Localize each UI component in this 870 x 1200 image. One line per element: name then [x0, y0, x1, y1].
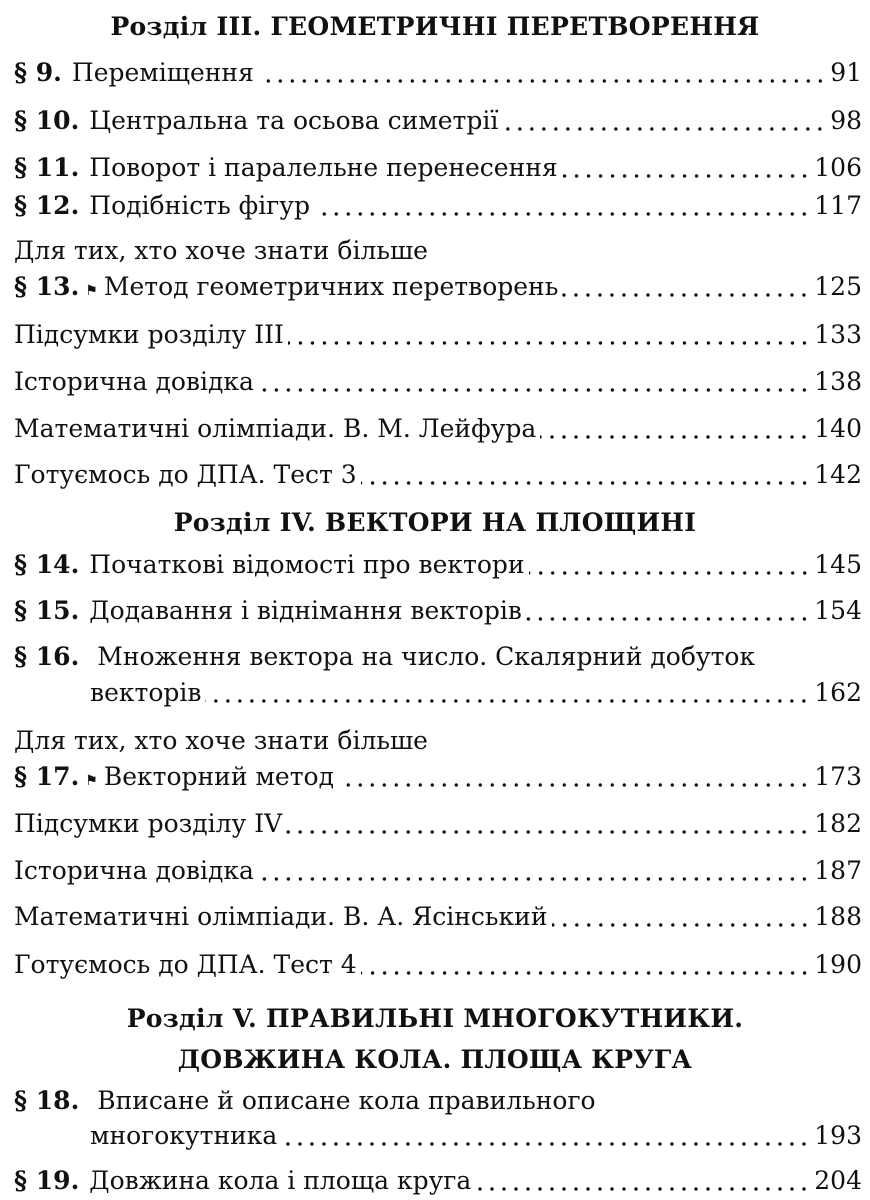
dot-leader	[258, 877, 810, 881]
entry-page: 173	[814, 762, 862, 791]
flag-icon: ⚑	[85, 283, 98, 299]
toc-entry-continuation[interactable]	[90, 674, 862, 712]
toc-entry[interactable]	[14, 852, 862, 890]
toc-entry[interactable]	[14, 1162, 862, 1200]
toc-entry[interactable]	[14, 316, 862, 354]
entry-label: Додавання і віднімання векторів	[89, 596, 522, 625]
dot-leader	[288, 341, 810, 345]
entry-page: 138	[814, 367, 862, 396]
dot-leader	[314, 212, 810, 216]
section-title-5-line1: Розділ V. ПРАВИЛЬНІ МНОГОКУТНИКИ.	[126, 1004, 744, 1033]
entry-number: § 19.	[14, 1166, 80, 1195]
toc-entry-first-line[interactable]	[14, 1082, 596, 1120]
entry-label: Довжина кола і площа круга	[89, 1166, 472, 1195]
dot-leader	[502, 127, 826, 131]
entry-page: 106	[814, 153, 862, 182]
dot-leader	[281, 1142, 810, 1146]
toc-entry[interactable]	[14, 946, 862, 984]
dot-leader	[526, 617, 810, 621]
entry-page: 187	[814, 856, 862, 885]
entry-page: 140	[814, 414, 862, 443]
extra-header: Для тих, хто хоче знати більше	[14, 236, 428, 265]
entry-page: 133	[814, 320, 862, 349]
toc-entry[interactable]	[14, 54, 862, 92]
dot-leader	[338, 783, 810, 787]
entry-page: 91	[830, 58, 862, 87]
dot-leader	[540, 435, 810, 439]
toc-entry[interactable]	[14, 898, 862, 936]
toc-entry[interactable]	[14, 149, 862, 187]
flag-icon: ⚑	[85, 773, 98, 789]
section-title-3: Розділ III. ГЕОМЕТРИЧНІ ПЕРЕТВОРЕННЯ	[110, 12, 760, 41]
entry-number: § 9.	[14, 58, 62, 87]
dot-leader	[205, 699, 810, 703]
entry-number: § 16.	[14, 642, 80, 671]
entry-page: 182	[814, 809, 862, 838]
entry-number: § 10.	[14, 106, 80, 135]
dot-leader	[361, 481, 811, 485]
entry-page: 193	[814, 1121, 862, 1150]
entry-number: § 15.	[14, 596, 80, 625]
entry-page: 125	[814, 272, 862, 301]
toc-entry-continuation[interactable]	[90, 1117, 862, 1155]
entry-number: § 12.	[14, 191, 80, 220]
entry-label: Підсумки розділу III	[14, 320, 284, 349]
entry-page: 188	[814, 902, 862, 931]
dot-leader	[562, 174, 811, 178]
entry-page: 190	[814, 950, 862, 979]
entry-page: 204	[814, 1166, 862, 1195]
entry-page: 162	[814, 678, 862, 707]
entry-label: Переміщення	[71, 58, 254, 87]
entry-page: 154	[814, 596, 862, 625]
entry-number: § 18.	[14, 1086, 80, 1115]
entry-label: Математичні олімпіади. В. М. Лейфура	[14, 414, 537, 443]
entry-label: Поворот і паралельне перенесення	[89, 153, 558, 182]
entry-label: Метод геометричних перетворень	[103, 272, 559, 301]
section-title-4: Розділ IV. ВЕКТОРИ НА ПЛОЩИНІ	[173, 508, 697, 537]
dot-leader	[258, 79, 826, 83]
dot-leader	[361, 971, 811, 975]
entry-number: § 13.	[14, 272, 80, 301]
entry-number: § 11.	[14, 153, 80, 182]
entry-label: Центральна та осьова симетрії	[89, 106, 499, 135]
section-title-5-line2: ДОВЖИНА КОЛА. ПЛОЩА КРУГА	[177, 1045, 693, 1074]
entry-page: 117	[814, 191, 862, 220]
toc-entry[interactable]	[14, 102, 862, 140]
entry-label: Векторний метод	[103, 762, 334, 791]
toc-entry[interactable]	[14, 592, 862, 630]
entry-label: Історична довідка	[14, 367, 254, 396]
entry-label: Готуємось до ДПА. Тест 3	[14, 460, 357, 489]
entry-number: § 14.	[14, 550, 80, 579]
dot-leader	[529, 571, 811, 575]
entry-label: Подібність фігур	[89, 191, 310, 220]
entry-page: 142	[814, 460, 862, 489]
toc-entry-first-line[interactable]	[14, 638, 755, 676]
entry-label: Початкові відомості про вектори	[89, 550, 525, 579]
toc-entry[interactable]	[14, 187, 862, 225]
extra-header: Для тих, хто хоче знати більше	[14, 726, 428, 755]
dot-leader	[475, 1187, 810, 1191]
toc-entry[interactable]	[14, 805, 862, 843]
toc-entry[interactable]	[14, 268, 862, 306]
toc-entry[interactable]	[14, 410, 862, 448]
dot-leader	[552, 923, 811, 927]
entry-label-continued: многокутника	[90, 1121, 278, 1150]
toc-entry[interactable]	[14, 546, 862, 584]
dot-leader	[258, 388, 810, 392]
entry-label: Множення вектора на число. Скалярний добуток	[97, 642, 756, 671]
entry-label: Готуємось до ДПА. Тест 4	[14, 950, 357, 979]
entry-page: 145	[814, 550, 862, 579]
entry-number: § 17.	[14, 762, 80, 791]
entry-page: 98	[830, 106, 862, 135]
toc-entry[interactable]	[14, 363, 862, 401]
toc-entry[interactable]	[14, 456, 862, 494]
entry-label: Математичні олімпіади. В. А. Ясінський	[14, 902, 548, 931]
entry-label: Вписане й описане кола правильного	[97, 1086, 596, 1115]
dot-leader	[286, 830, 810, 834]
entry-label: Підсумки розділу IV	[14, 809, 283, 838]
entry-label: Історична довідка	[14, 856, 254, 885]
toc-entry[interactable]	[14, 758, 862, 796]
entry-label-continued: векторів	[90, 678, 202, 707]
dot-leader	[562, 293, 810, 297]
